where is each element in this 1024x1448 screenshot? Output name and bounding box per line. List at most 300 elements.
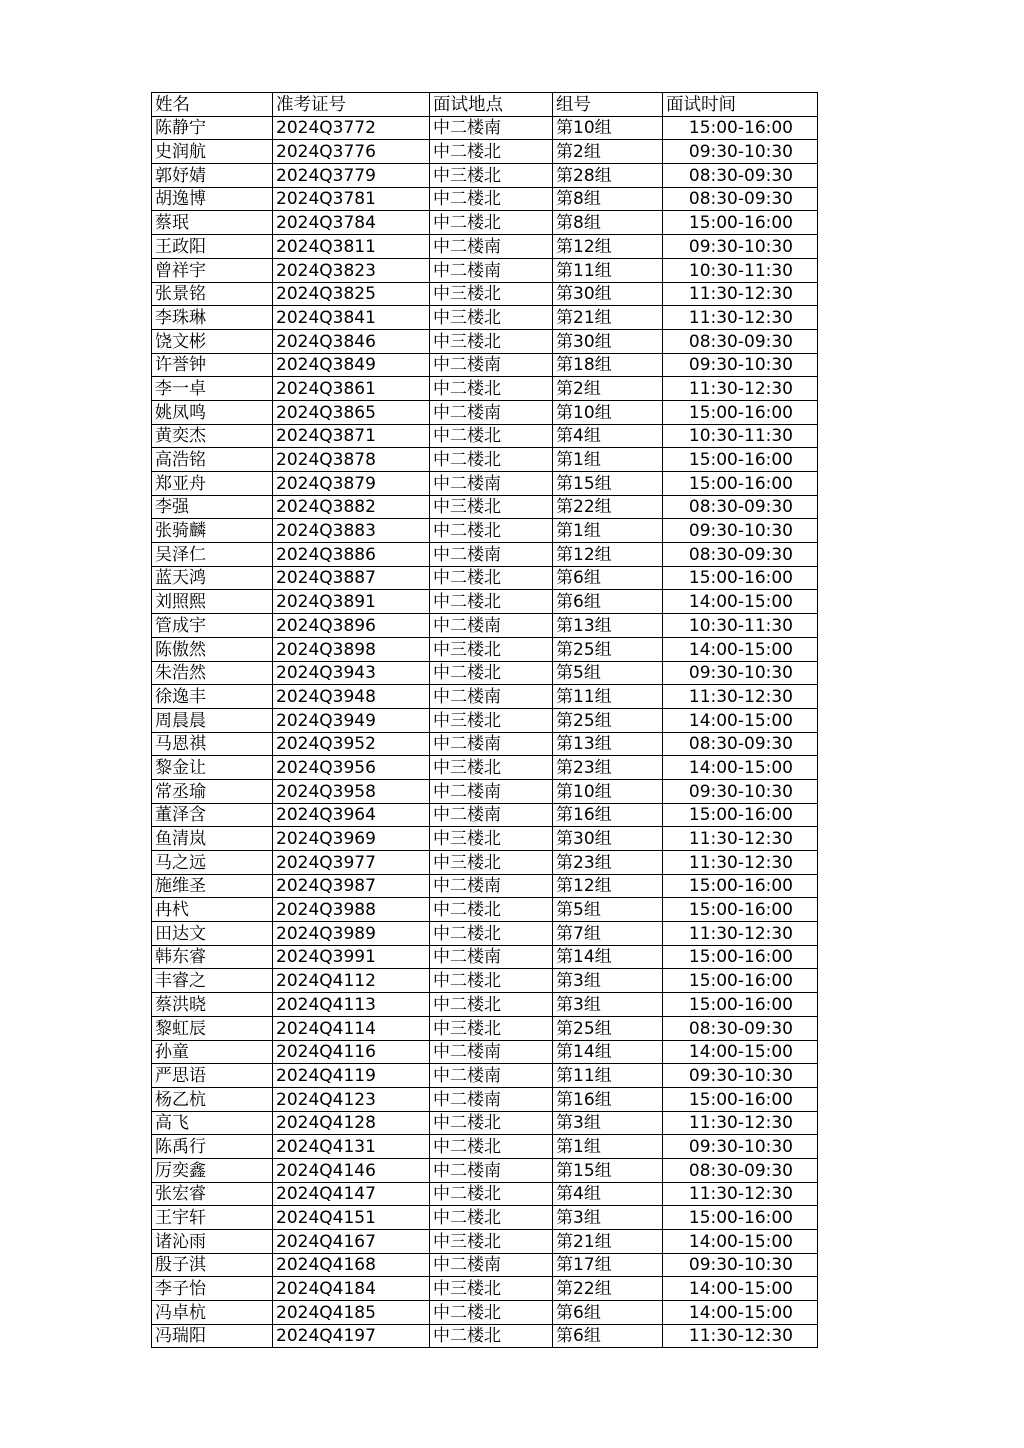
cell-time: 15:00-16:00	[663, 566, 818, 590]
cell-location: 中三楼北	[430, 1230, 553, 1254]
cell-location: 中二楼北	[430, 1301, 553, 1325]
cell-name: 蔡珉	[152, 211, 273, 235]
cell-exam-id: 2024Q4168	[273, 1253, 430, 1277]
interview-schedule-table	[151, 92, 818, 1348]
table-row	[152, 1158, 818, 1182]
cell-group: 第3组	[553, 969, 663, 993]
cell-name: 郭妤婧	[152, 164, 273, 188]
cell-name: 高浩铭	[152, 448, 273, 472]
cell-time: 09:30-10:30	[663, 1064, 818, 1088]
cell-location: 中二楼北	[430, 993, 553, 1017]
cell-name: 常丞瑜	[152, 779, 273, 803]
cell-time: 09:30-10:30	[663, 519, 818, 543]
cell-time: 08:30-09:30	[663, 495, 818, 519]
cell-time: 11:30-12:30	[663, 851, 818, 875]
cell-name: 施维圣	[152, 874, 273, 898]
cell-name: 许誉钟	[152, 353, 273, 377]
cell-group: 第25组	[553, 637, 663, 661]
cell-location: 中二楼北	[430, 377, 553, 401]
cell-name: 高飞	[152, 1111, 273, 1135]
cell-group: 第7组	[553, 922, 663, 946]
header-exam-id: 准考证号	[273, 93, 430, 117]
cell-name: 曾祥宇	[152, 258, 273, 282]
cell-location: 中三楼北	[430, 306, 553, 330]
cell-exam-id: 2024Q3776	[273, 140, 430, 164]
table-row	[152, 756, 818, 780]
cell-time: 09:30-10:30	[663, 353, 818, 377]
cell-group: 第23组	[553, 851, 663, 875]
cell-name: 厉奕鑫	[152, 1158, 273, 1182]
cell-time: 14:00-15:00	[663, 1301, 818, 1325]
cell-time: 14:00-15:00	[663, 756, 818, 780]
cell-name: 王政阳	[152, 235, 273, 259]
cell-group: 第2组	[553, 377, 663, 401]
cell-exam-id: 2024Q3883	[273, 519, 430, 543]
cell-exam-id: 2024Q3878	[273, 448, 430, 472]
cell-name: 史润航	[152, 140, 273, 164]
cell-exam-id: 2024Q4167	[273, 1230, 430, 1254]
table-row	[152, 1064, 818, 1088]
cell-location: 中三楼北	[430, 637, 553, 661]
cell-time: 11:30-12:30	[663, 306, 818, 330]
cell-group: 第21组	[553, 306, 663, 330]
table-row	[152, 235, 818, 259]
cell-exam-id: 2024Q3823	[273, 258, 430, 282]
cell-time: 15:00-16:00	[663, 1206, 818, 1230]
cell-location: 中二楼南	[430, 543, 553, 567]
cell-name: 胡逸博	[152, 187, 273, 211]
cell-group: 第28组	[553, 164, 663, 188]
cell-location: 中三楼北	[430, 756, 553, 780]
cell-exam-id: 2024Q3849	[273, 353, 430, 377]
cell-group: 第10组	[553, 400, 663, 424]
cell-name: 陈静宁	[152, 116, 273, 140]
cell-name: 吴泽仁	[152, 543, 273, 567]
cell-name: 朱浩然	[152, 661, 273, 685]
cell-name: 冯瑞阳	[152, 1324, 273, 1348]
cell-name: 孙童	[152, 1040, 273, 1064]
cell-group: 第6组	[553, 1301, 663, 1325]
cell-group: 第1组	[553, 1135, 663, 1159]
cell-time: 15:00-16:00	[663, 400, 818, 424]
cell-group: 第30组	[553, 827, 663, 851]
cell-location: 中二楼北	[430, 211, 553, 235]
table-row	[152, 1230, 818, 1254]
table-row	[152, 164, 818, 188]
cell-exam-id: 2024Q4197	[273, 1324, 430, 1348]
cell-name: 张景铭	[152, 282, 273, 306]
table-row	[152, 448, 818, 472]
table-row	[152, 353, 818, 377]
cell-name: 黎虹辰	[152, 1016, 273, 1040]
cell-location: 中三楼北	[430, 282, 553, 306]
cell-name: 殷子淇	[152, 1253, 273, 1277]
cell-exam-id: 2024Q3969	[273, 827, 430, 851]
cell-name: 陈禹行	[152, 1135, 273, 1159]
cell-time: 14:00-15:00	[663, 1040, 818, 1064]
cell-time: 15:00-16:00	[663, 1087, 818, 1111]
cell-location: 中三楼北	[430, 851, 553, 875]
cell-group: 第18组	[553, 353, 663, 377]
cell-name: 诸沁雨	[152, 1230, 273, 1254]
cell-time: 14:00-15:00	[663, 637, 818, 661]
table-row	[152, 993, 818, 1017]
cell-location: 中二楼北	[430, 1324, 553, 1348]
cell-group: 第22组	[553, 495, 663, 519]
table-row	[152, 614, 818, 638]
cell-location: 中三楼北	[430, 708, 553, 732]
table-row	[152, 282, 818, 306]
table-row	[152, 424, 818, 448]
cell-location: 中二楼南	[430, 353, 553, 377]
table-row	[152, 566, 818, 590]
cell-group: 第11组	[553, 258, 663, 282]
cell-time: 08:30-09:30	[663, 543, 818, 567]
table-row	[152, 779, 818, 803]
cell-location: 中二楼南	[430, 779, 553, 803]
cell-exam-id: 2024Q3886	[273, 543, 430, 567]
cell-time: 10:30-11:30	[663, 424, 818, 448]
table-row	[152, 1111, 818, 1135]
cell-name: 徐逸丰	[152, 685, 273, 709]
cell-exam-id: 2024Q3891	[273, 590, 430, 614]
table-row	[152, 637, 818, 661]
cell-name: 鱼清岚	[152, 827, 273, 851]
table-row	[152, 1182, 818, 1206]
cell-location: 中二楼南	[430, 685, 553, 709]
cell-group: 第11组	[553, 1064, 663, 1088]
table-row	[152, 329, 818, 353]
header-time: 面试时间	[663, 93, 818, 117]
cell-exam-id: 2024Q3882	[273, 495, 430, 519]
table-body	[152, 116, 818, 1348]
cell-location: 中二楼南	[430, 1253, 553, 1277]
cell-exam-id: 2024Q3977	[273, 851, 430, 875]
cell-exam-id: 2024Q3784	[273, 211, 430, 235]
cell-time: 15:00-16:00	[663, 211, 818, 235]
cell-exam-id: 2024Q4128	[273, 1111, 430, 1135]
cell-time: 15:00-16:00	[663, 898, 818, 922]
cell-group: 第5组	[553, 898, 663, 922]
table-row	[152, 945, 818, 969]
cell-name: 王宇轩	[152, 1206, 273, 1230]
cell-name: 陈傲然	[152, 637, 273, 661]
cell-location: 中二楼南	[430, 1040, 553, 1064]
table-row	[152, 874, 818, 898]
cell-group: 第21组	[553, 1230, 663, 1254]
cell-location: 中二楼北	[430, 898, 553, 922]
cell-exam-id: 2024Q4184	[273, 1277, 430, 1301]
cell-exam-id: 2024Q4151	[273, 1206, 430, 1230]
cell-exam-id: 2024Q3948	[273, 685, 430, 709]
cell-time: 11:30-12:30	[663, 282, 818, 306]
cell-time: 10:30-11:30	[663, 614, 818, 638]
cell-time: 11:30-12:30	[663, 377, 818, 401]
table-row	[152, 1016, 818, 1040]
cell-location: 中二楼北	[430, 187, 553, 211]
cell-location: 中三楼北	[430, 329, 553, 353]
cell-name: 田达文	[152, 922, 273, 946]
cell-exam-id: 2024Q4119	[273, 1064, 430, 1088]
table-row	[152, 922, 818, 946]
cell-exam-id: 2024Q3772	[273, 116, 430, 140]
cell-exam-id: 2024Q3896	[273, 614, 430, 638]
table-row	[152, 590, 818, 614]
cell-name: 冉杙	[152, 898, 273, 922]
cell-exam-id: 2024Q3846	[273, 329, 430, 353]
cell-group: 第14组	[553, 945, 663, 969]
cell-exam-id: 2024Q3958	[273, 779, 430, 803]
cell-location: 中二楼南	[430, 472, 553, 496]
table-row	[152, 187, 818, 211]
cell-name: 马之远	[152, 851, 273, 875]
cell-exam-id: 2024Q3898	[273, 637, 430, 661]
cell-time: 09:30-10:30	[663, 235, 818, 259]
cell-time: 11:30-12:30	[663, 827, 818, 851]
table-row	[152, 306, 818, 330]
cell-exam-id: 2024Q3865	[273, 400, 430, 424]
cell-exam-id: 2024Q4113	[273, 993, 430, 1017]
cell-time: 15:00-16:00	[663, 874, 818, 898]
table-row	[152, 1253, 818, 1277]
cell-name: 李珠琳	[152, 306, 273, 330]
table-row	[152, 732, 818, 756]
cell-exam-id: 2024Q3952	[273, 732, 430, 756]
cell-group: 第15组	[553, 1158, 663, 1182]
cell-name: 严思语	[152, 1064, 273, 1088]
cell-location: 中二楼南	[430, 258, 553, 282]
cell-name: 董泽含	[152, 803, 273, 827]
table-row	[152, 685, 818, 709]
cell-exam-id: 2024Q4116	[273, 1040, 430, 1064]
cell-location: 中二楼北	[430, 590, 553, 614]
cell-location: 中二楼南	[430, 116, 553, 140]
cell-exam-id: 2024Q3861	[273, 377, 430, 401]
cell-group: 第12组	[553, 543, 663, 567]
cell-time: 14:00-15:00	[663, 1230, 818, 1254]
cell-exam-id: 2024Q4123	[273, 1087, 430, 1111]
cell-group: 第23组	[553, 756, 663, 780]
cell-time: 15:00-16:00	[663, 472, 818, 496]
cell-group: 第4组	[553, 1182, 663, 1206]
table-row	[152, 1087, 818, 1111]
cell-time: 09:30-10:30	[663, 779, 818, 803]
cell-name: 李强	[152, 495, 273, 519]
cell-group: 第30组	[553, 329, 663, 353]
cell-time: 14:00-15:00	[663, 1277, 818, 1301]
cell-group: 第1组	[553, 519, 663, 543]
cell-location: 中二楼南	[430, 945, 553, 969]
header-name: 姓名	[152, 93, 273, 117]
cell-name: 韩东睿	[152, 945, 273, 969]
cell-location: 中二楼北	[430, 1206, 553, 1230]
cell-location: 中二楼北	[430, 424, 553, 448]
header-location: 面试地点	[430, 93, 553, 117]
cell-time: 10:30-11:30	[663, 258, 818, 282]
cell-exam-id: 2024Q3988	[273, 898, 430, 922]
cell-exam-id: 2024Q3811	[273, 235, 430, 259]
cell-name: 李一卓	[152, 377, 273, 401]
table-row	[152, 661, 818, 685]
cell-exam-id: 2024Q3825	[273, 282, 430, 306]
cell-group: 第8组	[553, 211, 663, 235]
cell-time: 14:00-15:00	[663, 590, 818, 614]
table-row	[152, 519, 818, 543]
cell-name: 丰睿之	[152, 969, 273, 993]
cell-location: 中二楼南	[430, 1158, 553, 1182]
table-row	[152, 1277, 818, 1301]
cell-location: 中三楼北	[430, 1016, 553, 1040]
cell-location: 中二楼北	[430, 922, 553, 946]
cell-exam-id: 2024Q3987	[273, 874, 430, 898]
cell-group: 第5组	[553, 661, 663, 685]
cell-time: 14:00-15:00	[663, 708, 818, 732]
cell-exam-id: 2024Q4146	[273, 1158, 430, 1182]
cell-time: 08:30-09:30	[663, 187, 818, 211]
cell-location: 中二楼南	[430, 614, 553, 638]
table-row	[152, 803, 818, 827]
table-row	[152, 1206, 818, 1230]
table-row	[152, 377, 818, 401]
cell-group: 第6组	[553, 1324, 663, 1348]
cell-exam-id: 2024Q4112	[273, 969, 430, 993]
cell-group: 第6组	[553, 590, 663, 614]
cell-time: 09:30-10:30	[663, 1253, 818, 1277]
table-row	[152, 400, 818, 424]
cell-time: 11:30-12:30	[663, 1111, 818, 1135]
cell-time: 11:30-12:30	[663, 1182, 818, 1206]
cell-location: 中二楼北	[430, 140, 553, 164]
cell-time: 15:00-16:00	[663, 448, 818, 472]
cell-time: 08:30-09:30	[663, 164, 818, 188]
cell-location: 中二楼南	[430, 803, 553, 827]
cell-name: 郑亚舟	[152, 472, 273, 496]
cell-group: 第16组	[553, 1087, 663, 1111]
cell-time: 08:30-09:30	[663, 1016, 818, 1040]
cell-group: 第2组	[553, 140, 663, 164]
cell-name: 蓝天鸿	[152, 566, 273, 590]
table-row	[152, 708, 818, 732]
cell-group: 第17组	[553, 1253, 663, 1277]
cell-exam-id: 2024Q3887	[273, 566, 430, 590]
cell-location: 中二楼北	[430, 448, 553, 472]
cell-time: 08:30-09:30	[663, 732, 818, 756]
cell-group: 第12组	[553, 235, 663, 259]
cell-name: 张宏睿	[152, 1182, 273, 1206]
cell-time: 11:30-12:30	[663, 922, 818, 946]
cell-group: 第16组	[553, 803, 663, 827]
cell-time: 09:30-10:30	[663, 1135, 818, 1159]
cell-time: 15:00-16:00	[663, 945, 818, 969]
cell-group: 第3组	[553, 993, 663, 1017]
cell-group: 第1组	[553, 448, 663, 472]
cell-group: 第3组	[553, 1206, 663, 1230]
cell-time: 15:00-16:00	[663, 116, 818, 140]
cell-name: 黎金让	[152, 756, 273, 780]
cell-location: 中二楼北	[430, 1135, 553, 1159]
cell-name: 周晨晨	[152, 708, 273, 732]
cell-group: 第6组	[553, 566, 663, 590]
cell-location: 中二楼北	[430, 566, 553, 590]
cell-name: 姚凤鸣	[152, 400, 273, 424]
cell-group: 第8组	[553, 187, 663, 211]
table-row	[152, 851, 818, 875]
cell-location: 中三楼北	[430, 1277, 553, 1301]
cell-exam-id: 2024Q3991	[273, 945, 430, 969]
cell-group: 第30组	[553, 282, 663, 306]
table-row	[152, 495, 818, 519]
cell-name: 李子怡	[152, 1277, 273, 1301]
cell-location: 中二楼南	[430, 874, 553, 898]
cell-time: 08:30-09:30	[663, 1158, 818, 1182]
table-row	[152, 140, 818, 164]
cell-exam-id: 2024Q4147	[273, 1182, 430, 1206]
cell-location: 中二楼南	[430, 1087, 553, 1111]
cell-exam-id: 2024Q3943	[273, 661, 430, 685]
cell-name: 杨乙杭	[152, 1087, 273, 1111]
cell-exam-id: 2024Q4114	[273, 1016, 430, 1040]
table-row	[152, 1040, 818, 1064]
cell-location: 中二楼南	[430, 400, 553, 424]
cell-group: 第14组	[553, 1040, 663, 1064]
cell-group: 第13组	[553, 732, 663, 756]
cell-name: 管成宇	[152, 614, 273, 638]
cell-time: 11:30-12:30	[663, 1324, 818, 1348]
table-row	[152, 543, 818, 567]
cell-group: 第4组	[553, 424, 663, 448]
table-row	[152, 472, 818, 496]
cell-location: 中二楼北	[430, 1182, 553, 1206]
header-group: 组号	[553, 93, 663, 117]
cell-name: 黄奕杰	[152, 424, 273, 448]
cell-time: 09:30-10:30	[663, 661, 818, 685]
cell-time: 15:00-16:00	[663, 969, 818, 993]
cell-location: 中二楼北	[430, 969, 553, 993]
cell-group: 第25组	[553, 1016, 663, 1040]
cell-group: 第12组	[553, 874, 663, 898]
cell-location: 中二楼北	[430, 661, 553, 685]
cell-group: 第10组	[553, 779, 663, 803]
cell-name: 张骑麟	[152, 519, 273, 543]
cell-exam-id: 2024Q3841	[273, 306, 430, 330]
cell-time: 15:00-16:00	[663, 993, 818, 1017]
table-row	[152, 211, 818, 235]
table-row	[152, 827, 818, 851]
table-row	[152, 116, 818, 140]
cell-name: 冯卓杭	[152, 1301, 273, 1325]
cell-group: 第13组	[553, 614, 663, 638]
cell-name: 马恩祺	[152, 732, 273, 756]
cell-exam-id: 2024Q3871	[273, 424, 430, 448]
cell-group: 第22组	[553, 1277, 663, 1301]
cell-location: 中二楼南	[430, 732, 553, 756]
cell-exam-id: 2024Q4185	[273, 1301, 430, 1325]
cell-location: 中二楼北	[430, 519, 553, 543]
cell-location: 中二楼南	[430, 1064, 553, 1088]
header-row	[152, 93, 818, 117]
cell-group: 第3组	[553, 1111, 663, 1135]
table-row	[152, 898, 818, 922]
cell-group: 第11组	[553, 685, 663, 709]
table-row	[152, 1324, 818, 1348]
cell-location: 中三楼北	[430, 827, 553, 851]
cell-time: 11:30-12:30	[663, 685, 818, 709]
cell-location: 中三楼北	[430, 164, 553, 188]
cell-exam-id: 2024Q3989	[273, 922, 430, 946]
cell-location: 中二楼南	[430, 235, 553, 259]
cell-time: 09:30-10:30	[663, 140, 818, 164]
table-row	[152, 1135, 818, 1159]
